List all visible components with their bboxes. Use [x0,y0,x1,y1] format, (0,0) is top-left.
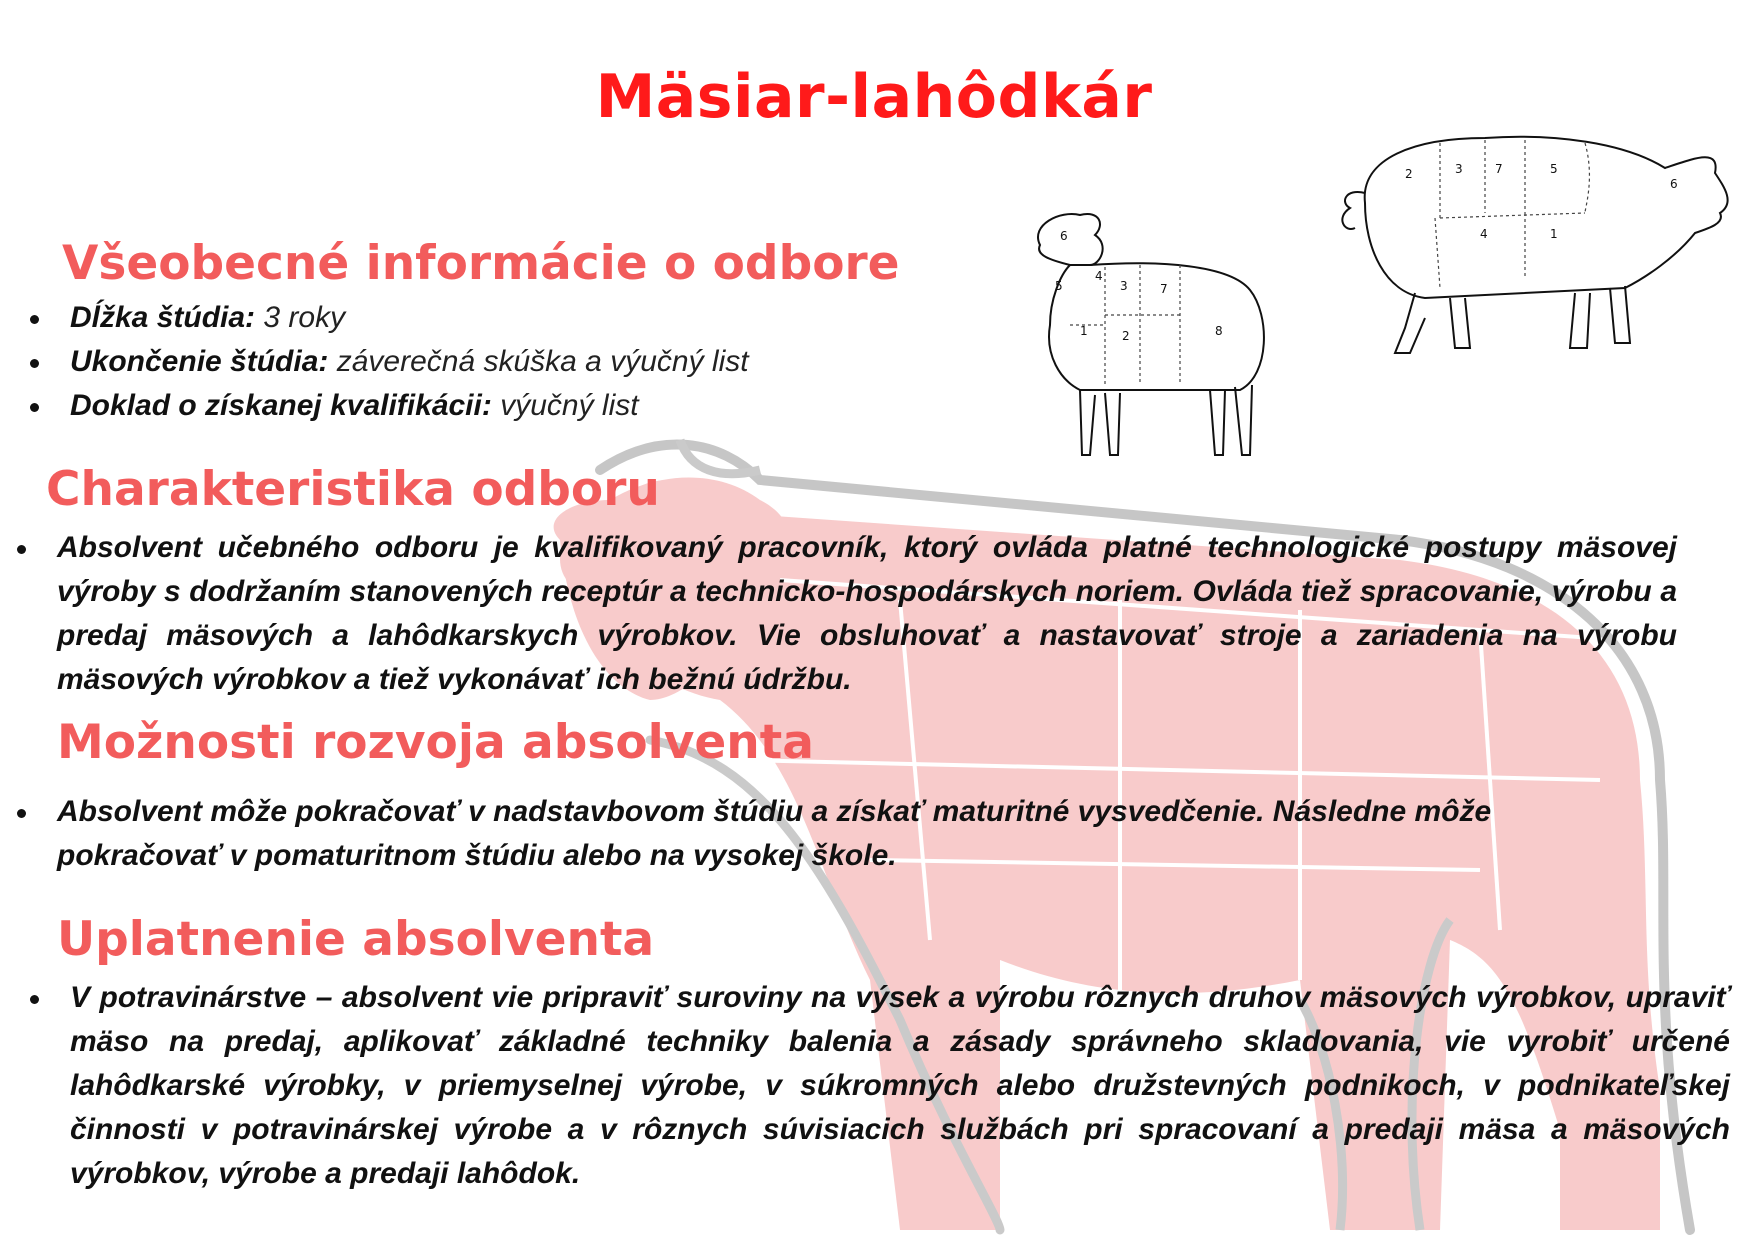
paragraph-text: V potravinárstve – absolvent vie pripraviť suroviny na výsek a výrobu rôznych druhov mäsových výrobkov, upraviť mäso na predaj, aplikovať základné techniky balenia a zásady správneho skladovania, vie vyrobiť určené lahôdkarské výrobky, v priemyselnej výrobe, v súkromných alebo družstevných podnikoch, v podnikateľskej činnosti v potravinárskej výrobe a v rôznych súvisiacich službách pri spracovaní a predaji mäsa a mäsových výrobkov, výrobe a predaji lahôdok. [70,981,1730,1190]
list-item [70,340,870,384]
bullet-dot [30,403,39,412]
pig-cut-number: 6 [1670,177,1678,191]
paragraph-text: Absolvent môže pokračovať v nadstavbovom štúdiu a získať maturitné vysvedčenie. Následne môže pokračovať v pomaturitnom štúdiu alebo na vysokej škole. [57,795,1492,872]
list-item [57,790,1657,878]
item-value: 3 roky [255,301,346,334]
bullet-dot [30,315,39,324]
pig-cut-number: 2 [1405,167,1413,181]
item-value: záverečná skúška a výučný list [328,345,749,378]
list-item [70,976,1730,1196]
pig-cut-number: 5 [1550,162,1558,176]
sheep-cut-number: 3 [1120,279,1128,293]
bullet-dot [30,995,39,1004]
heading-employment: Uplatnenie absolventa [57,912,655,967]
heading-development: Možnosti rozvoja absolventa [57,715,814,770]
list-item [57,526,1677,702]
sheep-cut-number: 7 [1160,282,1168,296]
sheep-cut-number: 5 [1055,279,1063,293]
sheep-cut-number: 1 [1080,324,1088,338]
paragraph-text: Absolvent učebného odboru je kvalifikovaný pracovník, ktorý ovláda platné technologické postupy mäsovej výroby s dodržaním stanovených receptúr a technicko-hospodárskych noriem. Ovláda tiež spracovanie, výrobu a predaj mäsových a lahôdkarskych výrobkov. Vie obsluhovať a nastavovať stroje a zariadenia na výrobu mäsových výrobkov a tiež vykonávať ich bežnú údržbu. [57,531,1677,696]
list-item [70,296,870,340]
pig-cut-number: 1 [1550,227,1558,241]
bullet-dot [30,359,39,368]
bullet-dot [17,545,26,554]
sheep-cuts-illustration [1010,205,1310,510]
sheep-cut-number: 4 [1095,269,1103,283]
list-item [70,384,870,428]
page-title: Mäsiar-lahôdkár [595,62,1153,132]
sheep-cut-number: 2 [1122,329,1130,343]
heading-general-info: Všeobecné informácie o odbore [62,236,900,291]
bullet-dot [17,809,26,818]
pig-cut-number: 3 [1455,162,1463,176]
item-label: Dĺžka štúdia: [70,301,256,334]
item-value: výučný list [491,389,639,422]
item-label: Doklad o získanej kvalifikácii: [70,389,492,422]
item-label: Ukončenie štúdia: [70,345,329,378]
pig-cut-number: 4 [1480,227,1488,241]
pig-cuts-illustration [1325,128,1735,358]
sheep-cut-number: 6 [1060,229,1068,243]
heading-characteristics: Charakteristika odboru [46,462,660,517]
pig-cut-number: 7 [1495,162,1503,176]
sheep-cut-number: 8 [1215,324,1223,338]
